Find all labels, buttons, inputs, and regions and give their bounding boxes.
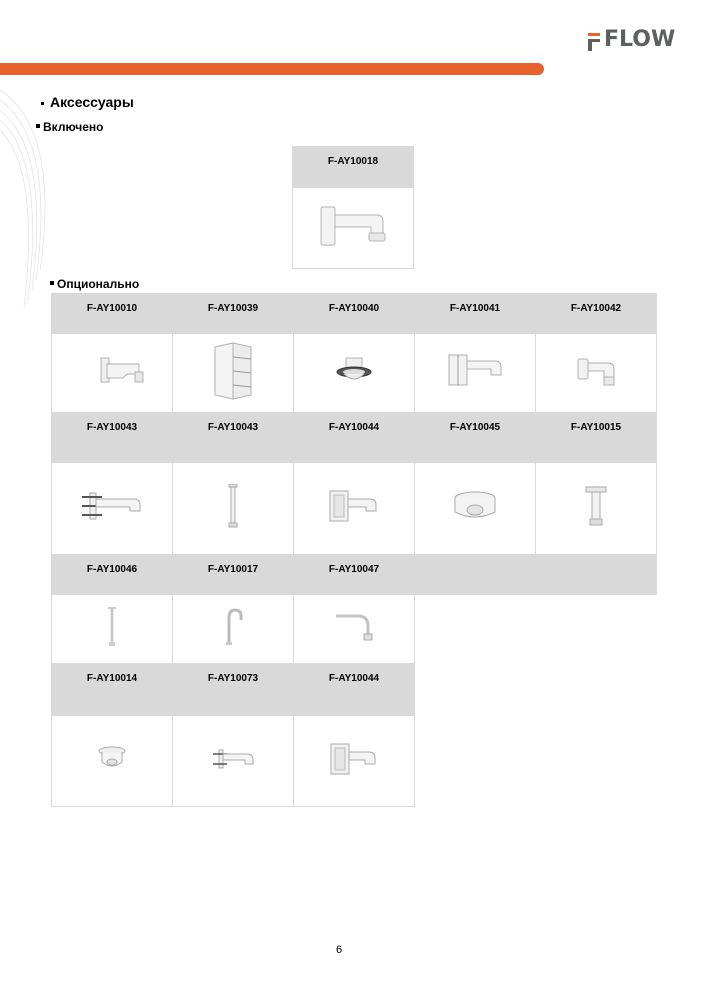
optional-heading-text: Опционально bbox=[57, 277, 140, 291]
product-code: F-AY10039 bbox=[173, 294, 294, 334]
code-row bbox=[52, 664, 657, 716]
image-row bbox=[52, 334, 657, 413]
code-row bbox=[52, 555, 657, 595]
pole-clamp-bracket-icon bbox=[80, 489, 144, 523]
product-image-cell bbox=[294, 463, 415, 555]
pendant-pole-icon bbox=[226, 484, 240, 528]
product-code: F-AY10045 bbox=[415, 413, 536, 463]
product-image-cell bbox=[415, 463, 536, 555]
curved-arm-icon bbox=[334, 612, 374, 642]
product-code: F-AY10041 bbox=[415, 294, 536, 334]
page-number: 6 bbox=[336, 944, 343, 956]
product-image-cell bbox=[52, 595, 173, 664]
product-image-cell bbox=[415, 334, 536, 413]
bullet-icon bbox=[50, 281, 54, 285]
empty-cell bbox=[415, 664, 536, 716]
product-code: F-AY10043 bbox=[173, 413, 294, 463]
product-code: F-AY10044 bbox=[294, 664, 415, 716]
product-image-cell bbox=[52, 463, 173, 555]
section-title bbox=[41, 94, 134, 110]
product-code: F-AY10047 bbox=[294, 555, 415, 595]
optional-table bbox=[51, 293, 657, 807]
ring-adapter-icon bbox=[452, 490, 498, 522]
empty-cell bbox=[415, 595, 536, 664]
product-image-cell bbox=[173, 463, 294, 555]
included-table bbox=[292, 146, 414, 269]
image-row bbox=[52, 716, 657, 807]
product-code: F-AY10042 bbox=[536, 294, 657, 334]
wall-bracket-icon bbox=[317, 203, 389, 249]
bullet-icon bbox=[36, 124, 40, 128]
long-arm-bracket-icon bbox=[77, 356, 147, 386]
product-image-cell bbox=[173, 716, 294, 807]
product-image-cell bbox=[52, 334, 173, 413]
empty-cell bbox=[536, 664, 657, 716]
logo-text: FLOW bbox=[604, 27, 676, 52]
long-pendant-icon bbox=[107, 607, 117, 647]
product-code: F-AY10017 bbox=[173, 555, 294, 595]
product-code: F-AY10073 bbox=[173, 664, 294, 716]
header-bar bbox=[0, 63, 544, 75]
corner-mount-icon bbox=[211, 341, 255, 401]
in-ceiling-mount-icon bbox=[334, 356, 374, 386]
product-code: F-AY10040 bbox=[294, 294, 415, 334]
product-image-cell bbox=[173, 595, 294, 664]
product-image-cell bbox=[294, 595, 415, 664]
bullet-icon bbox=[41, 102, 44, 105]
product-image-cell bbox=[293, 188, 414, 269]
product-code: F-AY10018 bbox=[293, 147, 414, 188]
product-code: F-AY10010 bbox=[52, 294, 173, 334]
gooseneck-icon bbox=[223, 608, 243, 646]
product-image-cell bbox=[294, 334, 415, 413]
product-code: F-AY10046 bbox=[52, 555, 173, 595]
empty-cell bbox=[536, 555, 657, 595]
product-code: F-AY10043 bbox=[52, 413, 173, 463]
optional-heading bbox=[50, 277, 139, 291]
image-row bbox=[52, 595, 657, 664]
code-row bbox=[52, 413, 657, 463]
pole-clamp-arm-icon bbox=[211, 748, 255, 770]
pole-mount-bracket-icon bbox=[445, 351, 505, 391]
empty-cell bbox=[536, 716, 657, 807]
code-row bbox=[52, 294, 657, 334]
product-image-cell bbox=[52, 716, 173, 807]
product-code: F-AY10015 bbox=[536, 413, 657, 463]
empty-cell bbox=[415, 716, 536, 807]
empty-cell bbox=[415, 555, 536, 595]
box-wall-bracket-icon bbox=[329, 742, 379, 776]
image-row bbox=[52, 463, 657, 555]
logo-mark-icon bbox=[588, 33, 600, 51]
short-arm-bracket-icon bbox=[574, 353, 618, 389]
product-image-cell bbox=[536, 463, 657, 555]
section-title-text: Аксессуары bbox=[50, 94, 134, 110]
product-code: F-AY10014 bbox=[52, 664, 173, 716]
box-wall-bracket-icon bbox=[328, 487, 380, 525]
short-pendant-icon bbox=[585, 485, 607, 527]
ceiling-adapter-icon bbox=[97, 746, 127, 772]
included-heading-text: Включено bbox=[43, 120, 104, 134]
product-image-cell bbox=[536, 334, 657, 413]
product-code: F-AY10044 bbox=[294, 413, 415, 463]
included-heading bbox=[36, 120, 103, 134]
product-image-cell bbox=[294, 716, 415, 807]
empty-cell bbox=[536, 595, 657, 664]
product-image-cell bbox=[173, 334, 294, 413]
